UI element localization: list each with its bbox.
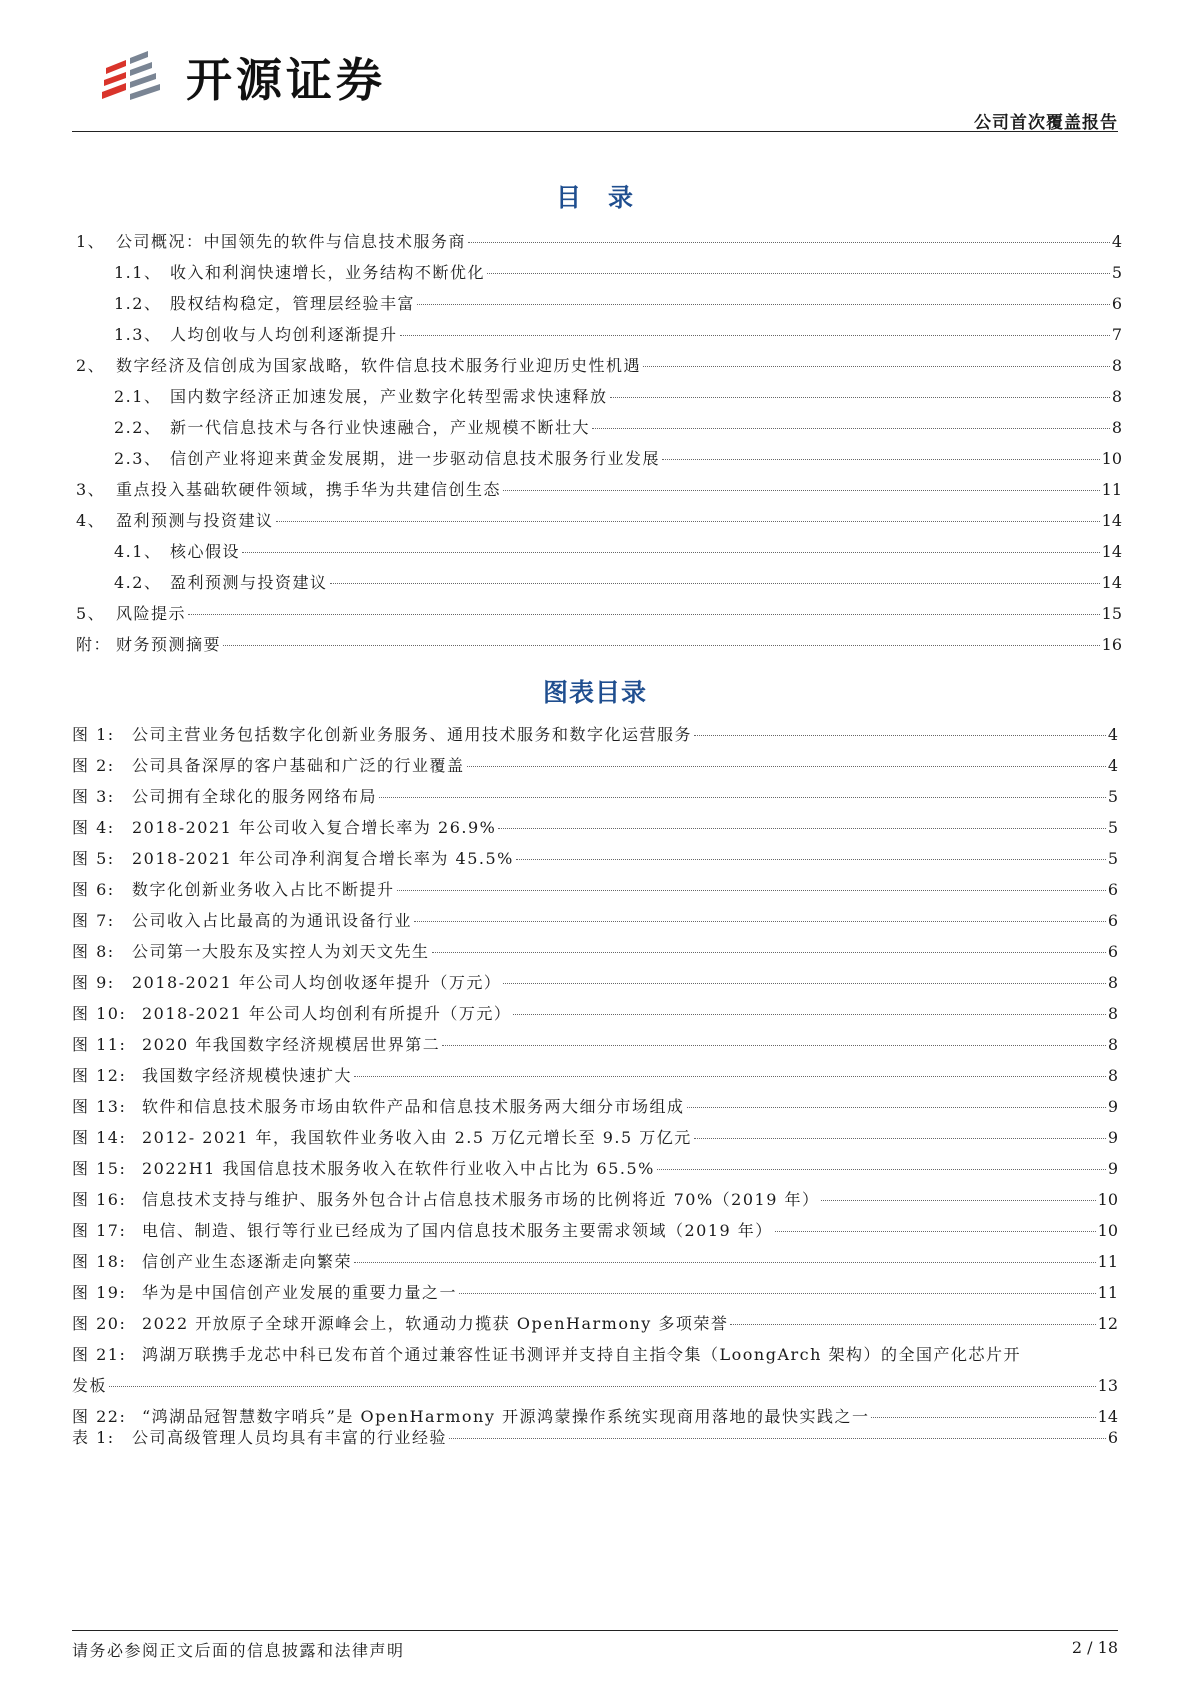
toc-entry-title: 重点投入基础软硬件领域，携手华为共建信创生态 (116, 480, 502, 499)
figure-entry-number: 图 22: (72, 1407, 127, 1426)
page-header (72, 38, 1118, 134)
figure-entry-number: 图 1: (72, 725, 115, 744)
toc-entry-number: 1、 (76, 232, 106, 251)
figure-entry-title: 数字化创新业务收入占比不断提升 (132, 880, 395, 899)
toc-leader-dots (657, 1169, 1106, 1170)
toc-entry-title: 收入和利润快速增长，业务结构不断优化 (170, 263, 486, 282)
figure-entry-page: 8 (1107, 973, 1118, 992)
brand-mark-icon (100, 46, 172, 108)
table-entry-title: 公司高级管理人员均具有丰富的行业经验 (132, 1428, 448, 1447)
figure-entry-title: 我国数字经济规模快速扩大 (142, 1066, 353, 1085)
toc-entry-number: 2、 (76, 356, 106, 375)
toc-entry-title: 数字经济及信创成为国家战略，软件信息技术服务行业迎历史性机遇 (116, 356, 642, 375)
toc-leader-dots (871, 1417, 1095, 1418)
figure-entry-number: 图 4: (72, 818, 115, 837)
figure-entry-title: 2018-2021 年公司人均创利有所提升（万元） (142, 1004, 512, 1023)
figure-entry-number: 图 12: (72, 1066, 127, 1085)
toc-entry-page: 8 (1111, 418, 1122, 437)
figure-entry-number: 图 17: (72, 1221, 127, 1240)
toc-leader-dots (610, 397, 1110, 398)
figure-entry-number: 图 5: (72, 849, 115, 868)
figure-entry-number: 图 19: (72, 1283, 127, 1302)
figure-entry-number: 图 20: (72, 1314, 127, 1333)
toc-entry[interactable] (76, 381, 1122, 412)
toc-entry[interactable] (76, 412, 1122, 443)
figure-entry-number: 图 16: (72, 1190, 127, 1209)
toc-entry-title: 核心假设 (170, 542, 241, 561)
figure-entry-title: 2022 开放原子全球开源峰会上，软通动力揽获 OpenHarmony 多项荣誉 (142, 1314, 729, 1333)
toc-entry-number: 5、 (76, 604, 106, 623)
figure-entry-title: 公司主营业务包括数字化创新业务服务、通用技术服务和数字化运营服务 (132, 725, 693, 744)
figure-entry[interactable] (72, 812, 1118, 843)
figure-entry-page: 8 (1107, 1035, 1118, 1054)
figure-entry-number: 图 14: (72, 1128, 127, 1147)
figure-entry-title: “鸿湖品冠智慧数字哨兵”是 OpenHarmony 开源鸿蒙操作系统实现商用落地的最快实践之一 (142, 1407, 870, 1426)
figure-entry-title: 华为是中国信创产业发展的重要力量之一 (142, 1283, 458, 1302)
figure-entry-number: 图 6: (72, 880, 115, 899)
figure-entry-title: 2012- 2021 年，我国软件业务收入由 2.5 万亿元增长至 9.5 万亿元 (142, 1128, 692, 1147)
toc-entry-number: 4.2、 (114, 573, 162, 592)
toc-leader-dots (442, 1045, 1106, 1046)
figure-entry[interactable] (72, 750, 1118, 781)
figure-entry-line (72, 1339, 1118, 1370)
toc-leader-dots (188, 614, 1100, 615)
toc-entry-number: 4、 (76, 511, 106, 530)
figure-entry-title-continued: 发板 (72, 1376, 108, 1395)
figure-entry-number: 图 9: (72, 973, 115, 992)
figure-entry-page: 10 (1097, 1190, 1118, 1209)
toc-entry[interactable] (76, 505, 1122, 536)
figure-entry-number: 图 2: (72, 756, 115, 775)
toc-entry[interactable] (76, 443, 1122, 474)
toc-leader-dots (354, 1262, 1096, 1263)
figure-entry-number: 图 13: (72, 1097, 127, 1116)
toc-entry[interactable] (76, 536, 1122, 567)
toc-entry-page: 6 (1111, 294, 1122, 313)
figure-entry-page: 4 (1107, 756, 1118, 775)
figure-entry[interactable] (72, 1091, 1118, 1122)
toc-leader-dots (330, 583, 1100, 584)
toc-leader-dots (432, 952, 1106, 953)
toc-entry-number: 2.1、 (114, 387, 162, 406)
toc-leader-dots (694, 1138, 1106, 1139)
figure-entry[interactable] (72, 1215, 1118, 1246)
figure-entry-title: 公司拥有全球化的服务网络布局 (132, 787, 378, 806)
figure-entry-number: 图 7: (72, 911, 115, 930)
figure-entry-page: 9 (1107, 1128, 1118, 1147)
figures-title: 图表目录 (542, 678, 647, 707)
toc-entry-page: 14 (1101, 573, 1122, 592)
figure-entry-number: 图 21: (72, 1345, 127, 1364)
toc-entry-page: 15 (1101, 604, 1122, 623)
figure-entry[interactable] (72, 1246, 1118, 1277)
figure-entry[interactable] (72, 905, 1118, 936)
toc-leader-dots (414, 921, 1106, 922)
brand-name: 开源证券 (186, 53, 386, 107)
figure-entry-page: 4 (1107, 725, 1118, 744)
toc-leader-dots (694, 735, 1106, 736)
figure-entry-page: 8 (1107, 1066, 1118, 1085)
toc-leader-dots (468, 242, 1110, 243)
toc-entry[interactable] (76, 629, 1122, 660)
toc-list (76, 226, 1122, 660)
toc-entry-title: 财务预测摘要 (116, 635, 222, 654)
figure-entry-title: 公司具备深厚的客户基础和广泛的行业覆盖 (132, 756, 465, 775)
toc-leader-dots (592, 428, 1110, 429)
toc-entry[interactable] (76, 257, 1122, 288)
toc-entry[interactable] (76, 567, 1122, 598)
toc-leader-dots (276, 521, 1100, 522)
toc-entry-number: 1.1、 (114, 263, 162, 282)
toc-entry[interactable] (76, 288, 1122, 319)
table-entry[interactable] (72, 1422, 1118, 1453)
toc-entry-number: 1.2、 (114, 294, 162, 313)
figure-entry-page: 14 (1097, 1407, 1118, 1426)
toc-entry-page: 10 (1101, 449, 1122, 468)
figure-entry-page: 5 (1107, 818, 1118, 837)
footer-divider (72, 1630, 1118, 1631)
figure-entry[interactable] (72, 1060, 1118, 1091)
toc-entry[interactable] (76, 319, 1122, 350)
toc-leader-dots (109, 1386, 1096, 1387)
toc-entry-title: 股权结构稳定，管理层经验丰富 (170, 294, 416, 313)
toc-leader-dots (643, 366, 1110, 367)
toc-entry-title: 盈利预测与投资建议 (170, 573, 328, 592)
toc-entry[interactable] (76, 474, 1122, 505)
toc-entry-page: 4 (1111, 232, 1122, 251)
figure-entry[interactable] (72, 1339, 1118, 1401)
figure-entry-page: 9 (1107, 1159, 1118, 1178)
figure-entry-title: 电信、制造、银行等行业已经成为了国内信息技术服务主要需求领域（2019 年） (142, 1221, 773, 1240)
toc-leader-dots (459, 1293, 1096, 1294)
toc-leader-dots (354, 1076, 1106, 1077)
toc-entry-title: 人均创收与人均创利逐渐提升 (170, 325, 398, 344)
toc-entry-page: 8 (1111, 387, 1122, 406)
figure-entry-page: 6 (1107, 880, 1118, 899)
toc-entry[interactable] (76, 598, 1122, 629)
figure-entry-number: 图 8: (72, 942, 115, 961)
toc-leader-dots (503, 490, 1100, 491)
toc-leader-dots (400, 335, 1110, 336)
figure-entry-page: 13 (1097, 1376, 1118, 1395)
toc-entry[interactable] (76, 226, 1122, 257)
figure-entry-number: 图 3: (72, 787, 115, 806)
figures-list (72, 719, 1118, 1432)
toc-leader-dots (487, 273, 1110, 274)
toc-entry-page: 14 (1101, 542, 1122, 561)
toc-entry-number: 3、 (76, 480, 106, 499)
figure-entry-title: 2018-2021 年公司收入复合增长率为 26.9% (132, 818, 497, 837)
figure-entry-page: 6 (1107, 942, 1118, 961)
toc-entry[interactable] (76, 350, 1122, 381)
figure-entry-page: 8 (1107, 1004, 1118, 1023)
toc-entry-page: 8 (1111, 356, 1122, 375)
toc-entry-page: 7 (1111, 325, 1122, 344)
figure-entry-title: 软件和信息技术服务市场由软件产品和信息技术服务两大细分市场组成 (142, 1097, 685, 1116)
toc-leader-dots (397, 890, 1106, 891)
figure-entry-page: 11 (1097, 1252, 1118, 1271)
figure-entry[interactable] (72, 843, 1118, 874)
toc-leader-dots (503, 983, 1105, 984)
toc-leader-dots (467, 766, 1106, 767)
toc-entry-number: 4.1、 (114, 542, 162, 561)
figure-entry-page: 6 (1107, 911, 1118, 930)
figure-entry[interactable] (72, 781, 1118, 812)
brand-logo (100, 44, 386, 110)
figure-entry[interactable] (72, 998, 1118, 1029)
toc-leader-dots (498, 828, 1105, 829)
toc-leader-dots (449, 1438, 1106, 1439)
toc-entry-title: 国内数字经济正加速发展，产业数字化转型需求快速释放 (170, 387, 608, 406)
figure-entry[interactable] (72, 874, 1118, 905)
toc-leader-dots (513, 1014, 1105, 1015)
toc-leader-dots (242, 552, 1100, 553)
figure-entry-title: 公司收入占比最高的为通讯设备行业 (132, 911, 413, 930)
toc-leader-dots (417, 304, 1110, 305)
tables-list (72, 1422, 1118, 1453)
toc-title: 目 录 (555, 183, 634, 212)
toc-leader-dots (730, 1324, 1095, 1325)
figure-entry[interactable] (72, 719, 1118, 750)
figure-entry-number: 图 11: (72, 1035, 127, 1054)
table-entry-page: 6 (1107, 1428, 1118, 1447)
toc-entry-number: 1.3、 (114, 325, 162, 344)
figure-entry-page: 12 (1097, 1314, 1118, 1333)
figure-entry[interactable] (72, 1308, 1118, 1339)
figure-entry-title: 公司第一大股东及实控人为刘天文先生 (132, 942, 430, 961)
figure-entry[interactable] (72, 1184, 1118, 1215)
figure-entry-title: 2018-2021 年公司人均创收逐年提升（万元） (132, 973, 502, 992)
figure-entry-page: 11 (1097, 1283, 1118, 1302)
toc-leader-dots (775, 1231, 1096, 1232)
page-indicator: 2 / 18 (1071, 1638, 1118, 1657)
report-type-label: 公司首次覆盖报告 (974, 113, 1118, 133)
footer-disclaimer: 请务必参阅正文后面的信息披露和法律声明 (72, 1641, 405, 1660)
toc-entry-page: 14 (1101, 511, 1122, 530)
toc-entry-page: 16 (1101, 635, 1122, 654)
figure-entry[interactable] (72, 1153, 1118, 1184)
toc-leader-dots (379, 797, 1106, 798)
toc-leader-dots (223, 645, 1100, 646)
toc-entry-title: 公司概况：中国领先的软件与信息技术服务商 (116, 232, 467, 251)
figure-entry-page: 5 (1107, 849, 1118, 868)
figure-entry-title: 2020 年我国数字经济规模居世界第二 (142, 1035, 441, 1054)
figure-entry-title: 信创产业生态逐渐走向繁荣 (142, 1252, 353, 1271)
toc-entry-title: 风险提示 (116, 604, 187, 623)
figure-entry-page: 9 (1107, 1097, 1118, 1116)
figure-entry-title: 鸿湖万联携手龙芯中科已发布首个通过兼容性证书测评并支持自主指令集（LoongArch 架构）的全国产化芯片开 (142, 1345, 1021, 1364)
figure-entry-title: 信息技术支持与维护、服务外包合计占信息技术服务市场的比例将近 70%（2019 年） (142, 1190, 820, 1209)
toc-entry-number: 2.2、 (114, 418, 162, 437)
figure-entry-number: 图 10: (72, 1004, 127, 1023)
figure-entry-title: 2022H1 我国信息技术服务收入在软件行业收入中占比为 65.5% (142, 1159, 655, 1178)
toc-entry-number: 2.3、 (114, 449, 162, 468)
figure-entry[interactable] (72, 1122, 1118, 1153)
toc-leader-dots (662, 459, 1100, 460)
table-entry-number: 表 1: (72, 1428, 115, 1447)
figure-entry-page: 10 (1097, 1221, 1118, 1240)
toc-entry-title: 信创产业将迎来黄金发展期，进一步驱动信息技术服务行业发展 (170, 449, 661, 468)
figure-entry-number: 图 15: (72, 1159, 127, 1178)
figure-entry[interactable] (72, 967, 1118, 998)
toc-leader-dots (687, 1107, 1106, 1108)
header-divider (72, 131, 1118, 132)
figure-entry[interactable] (72, 1277, 1118, 1308)
figure-entry[interactable] (72, 936, 1118, 967)
toc-entry-title: 盈利预测与投资建议 (116, 511, 274, 530)
toc-entry-page: 11 (1101, 480, 1122, 499)
toc-leader-dots (516, 859, 1106, 860)
figure-entry-page: 5 (1107, 787, 1118, 806)
toc-entry-page: 5 (1111, 263, 1122, 282)
figure-entry-title: 2018-2021 年公司净利润复合增长率为 45.5% (132, 849, 514, 868)
toc-entry-title: 新一代信息技术与各行业快速融合，产业规模不断壮大 (170, 418, 591, 437)
figure-entry[interactable] (72, 1029, 1118, 1060)
toc-entry-number: 附： (76, 635, 112, 654)
toc-leader-dots (821, 1200, 1095, 1201)
figure-entry-number: 图 18: (72, 1252, 127, 1271)
figure-entry-line (72, 1370, 1118, 1401)
